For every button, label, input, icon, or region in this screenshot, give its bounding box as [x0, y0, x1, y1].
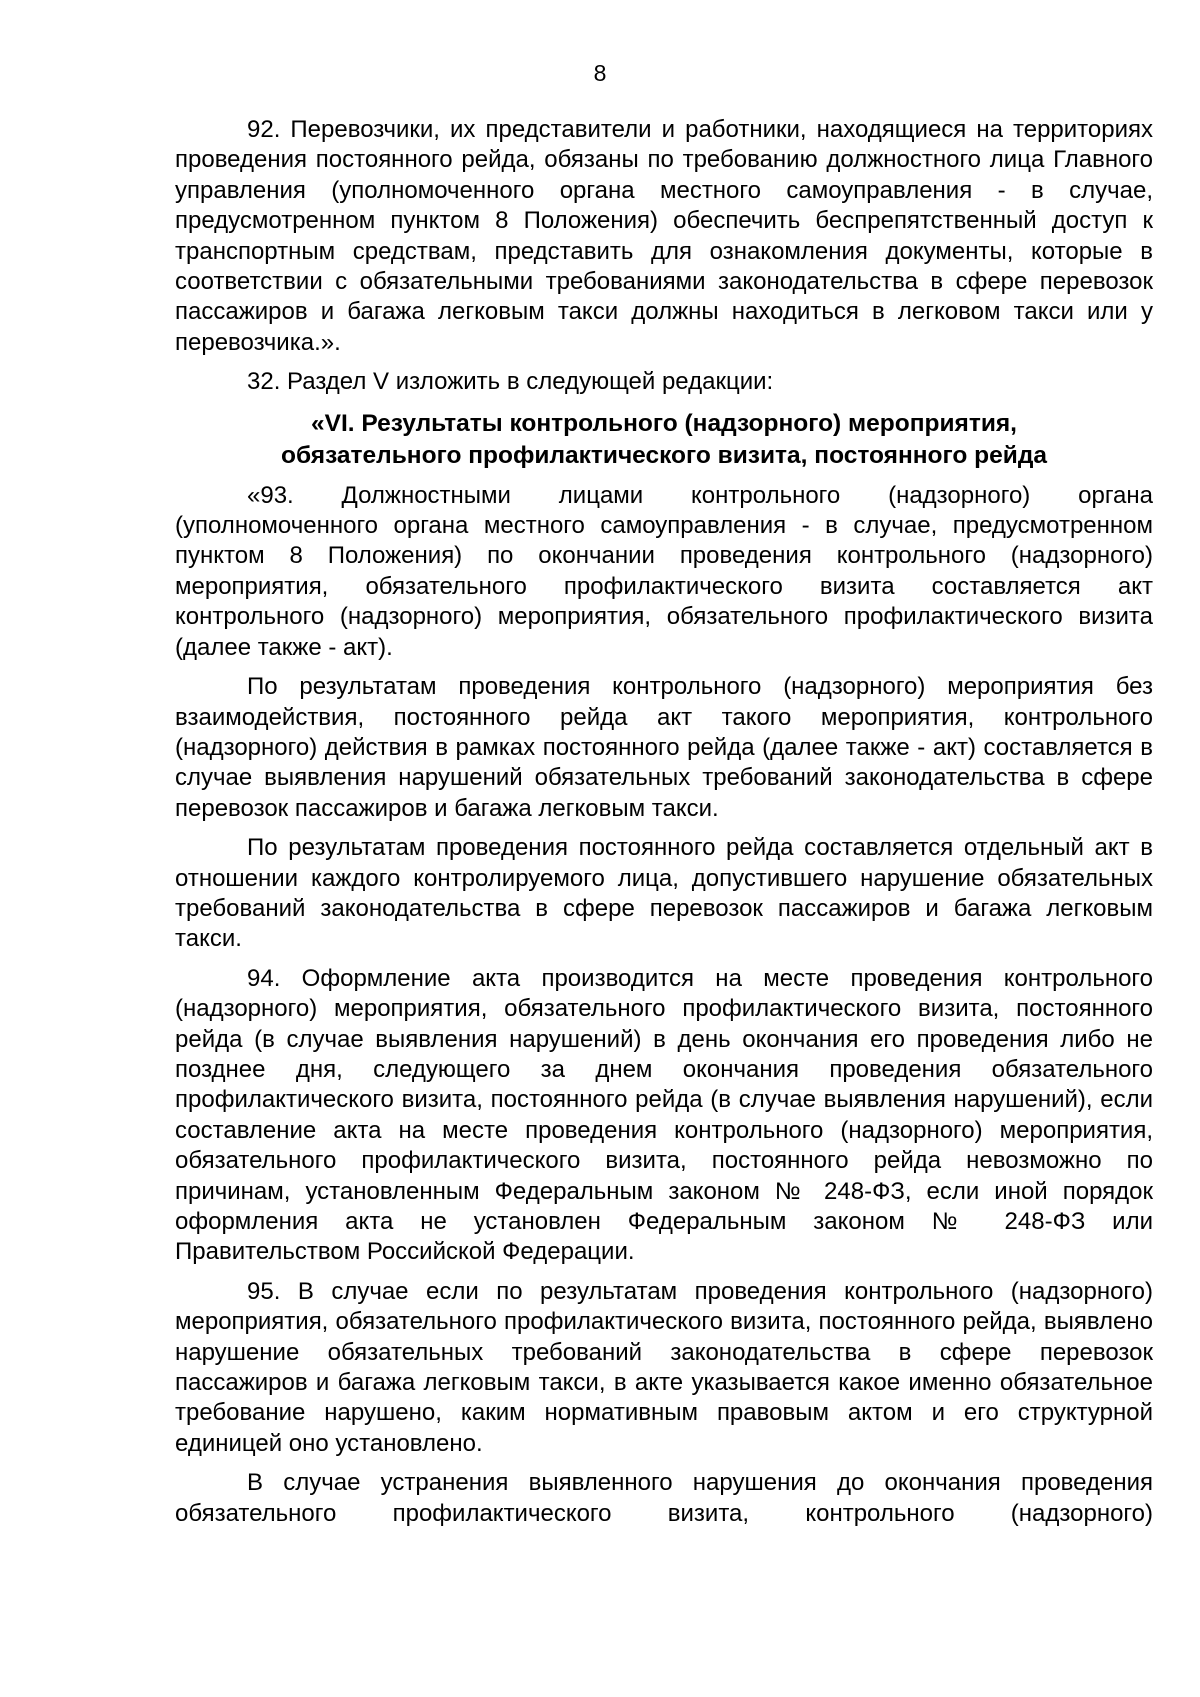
section-heading: [175, 408, 1153, 472]
paragraph-92: 92. Перевозчики, их представители и работники, находящиеся на территориях проведения постоянного рейда, обязаны по требованию должностного лица Главного управления (уполномоченного органа местного самоуправления - в случае, предусмотренном пунктом 8 Положения) обеспечить беспрепятственный доступ к транспортным средствам, представить для ознакомления документы, которые в соответствии с обязательными требованиями законодательства в сфере перевозок пассажиров и багажа легковым такси должны находиться в легковом такси или у перевозчика.».: [175, 116, 1153, 356]
paragraph-93: «93. Должностными лицами контрольного (надзорного) органа (уполномоченного органа местного самоуправления - в случае, предусмотренном пунктом 8 Положения) по окончании проведения контрольного (надзорного) мероприятия, обязательного профилактического визита составляется акт контрольного (надзорного) мероприятия, обязательного профилактического визита (далее также - акт).: [175, 481, 1153, 661]
paragraph-32: 32. Раздел V изложить в следующей редакции:: [247, 368, 774, 396]
paragraph-95: 95. В случае если по результатам проведения контрольного (надзорного) мероприятия, обязательного профилактического визита, постоянного рейда, выявлено нарушение обязательных требований законодательства в сфере перевозок пассажиров и багажа легковым такси, в акте указывается какое именно обязательное требование нарушено, каким нормативным правовым актом и его структурной единицей оно установлено.: [175, 1277, 1153, 1457]
section-heading-line-2: обязательного профилактического визита, постоянного рейда: [281, 441, 1047, 469]
paragraph-93-second: По результатам проведения контрольного (надзорного) мероприятия без взаимодействия, постоянного рейда акт такого мероприятия, контрольного (надзорного) действия в рамках постоянного рейда (далее также - акт) составляется в случае выявления нарушений обязательных требований законодательства в сфере перевозок пассажиров и багажа легковым такси.: [175, 673, 1153, 822]
document-body: [175, 115, 1153, 1529]
paragraph-94: 94. Оформление акта производится на месте проведения контрольного (надзорного) мероприятия, обязательного профилактического визита, постоянного рейда (в случае выявления нарушений) в день окончания его проведения либо не позднее дня, следующего за днем окончания проведения обязательного профилактического визита, постоянного рейда (в случае выявления нарушений), если составление акта на месте проведения контрольного (надзорного) мероприятия, обязательного профилактического визита, постоянного рейда невозможно по причинам, установленным Федеральным законом № 248-ФЗ, если иной порядок оформления акта не установлен Федеральным законом № 248-ФЗ или Правительством Российской Федерации.: [175, 964, 1153, 1266]
paragraph-95-second: В случае устранения выявленного нарушения до окончания проведения обязательного профилактического визита, контрольного (надзорного): [175, 1469, 1153, 1527]
page-number: 8: [593, 60, 607, 86]
paragraph-93-third: По результатам проведения постоянного рейда составляется отдельный акт в отношении каждого контролируемого лица, допустившего нарушение обязательных требований законодательства в сфере перевозок пассажиров и багажа легковым такси.: [175, 834, 1153, 953]
section-heading-line-1: «VI. Результаты контрольного (надзорного) мероприятия,: [311, 409, 1017, 437]
